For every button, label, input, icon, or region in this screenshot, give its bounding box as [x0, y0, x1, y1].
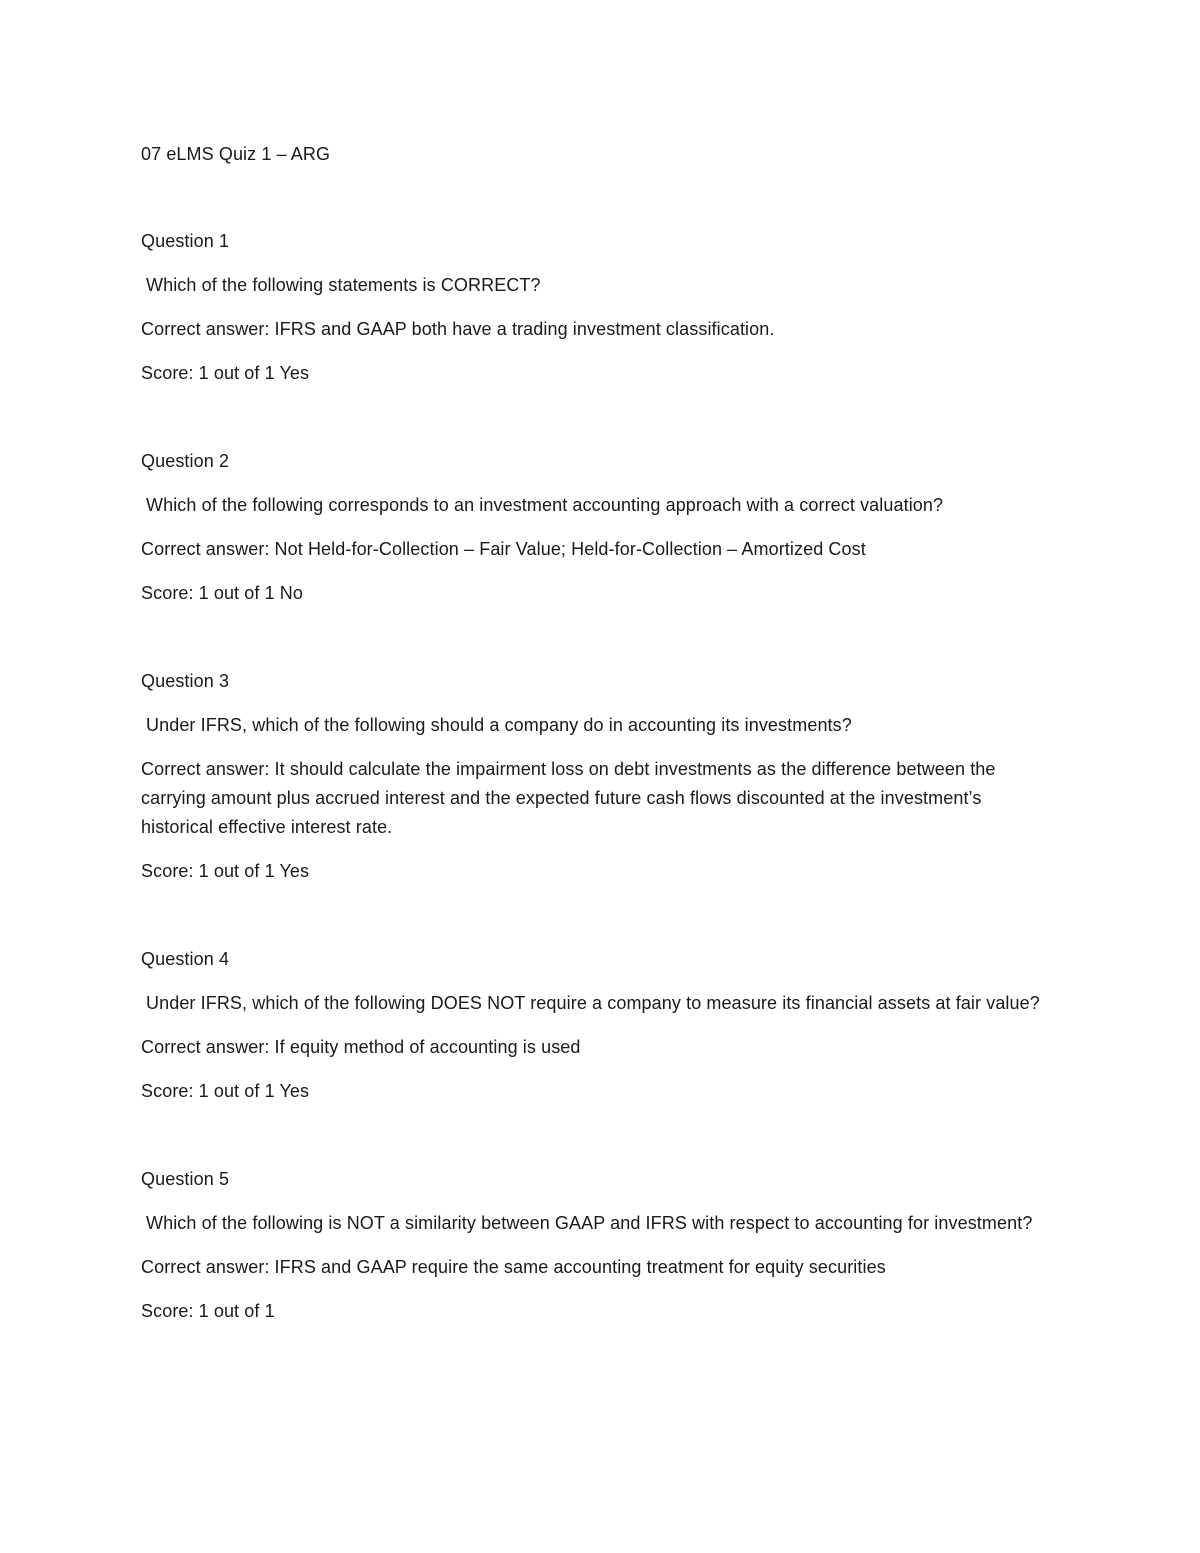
question-heading: Question 2 [141, 451, 230, 471]
correct-answer-value: IFRS and GAAP require the same accounting treatment for equity securities [274, 1257, 886, 1277]
question-text: Under IFRS, which of the following should a company do in accounting its investments? [146, 715, 852, 735]
question-block [141, 1165, 1051, 1326]
question-text: Under IFRS, which of the following DOES NOT require a company to measure its financial assets at fair value? [146, 993, 1040, 1013]
question-block [141, 227, 1051, 388]
question-text: Which of the following is NOT a similarity between GAAP and IFRS with respect to accounting for investment? [146, 1213, 1033, 1233]
question-block [141, 447, 1051, 608]
score-value: 1 out of 1 Yes [198, 363, 310, 383]
question-block [141, 945, 1051, 1106]
score-label: Score: [141, 1081, 194, 1101]
score [141, 857, 1051, 886]
question-heading: Question 4 [141, 949, 230, 969]
correct-answer-label: Correct answer: [141, 1257, 270, 1277]
question-text: Which of the following statements is CORRECT? [146, 275, 541, 295]
question-heading: Question 3 [141, 671, 230, 691]
score [141, 1077, 1051, 1106]
question-block [141, 667, 1051, 886]
correct-answer [141, 1033, 1051, 1062]
score-label: Score: [141, 363, 194, 383]
score-value: 1 out of 1 No [198, 583, 303, 603]
correct-answer-label: Correct answer: [141, 539, 270, 559]
correct-answer [141, 315, 1051, 344]
score-value: 1 out of 1 Yes [198, 861, 310, 881]
score [141, 359, 1051, 388]
correct-answer-label: Correct answer: [141, 319, 270, 339]
question-heading: Question 5 [141, 1169, 230, 1189]
correct-answer [141, 1253, 1051, 1282]
correct-answer [141, 755, 1051, 842]
score-label: Score: [141, 1301, 194, 1321]
score [141, 1297, 1051, 1326]
score-label: Score: [141, 861, 194, 881]
question-text: Which of the following corresponds to an investment accounting approach with a correct valuation? [146, 495, 944, 515]
score-label: Score: [141, 583, 194, 603]
document-content [141, 140, 1051, 1385]
correct-answer-label: Correct answer: [141, 1037, 270, 1057]
score [141, 579, 1051, 608]
score-value: 1 out of 1 [198, 1301, 275, 1321]
correct-answer-label: Correct answer: [141, 759, 270, 779]
document-title: 07 eLMS Quiz 1 – ARG [141, 144, 331, 164]
correct-answer [141, 535, 1051, 564]
correct-answer-value: IFRS and GAAP both have a trading investment classification. [274, 319, 775, 339]
correct-answer-value: Not Held-for-Collection – Fair Value; Held-for-Collection – Amortized Cost [274, 539, 866, 559]
question-heading: Question 1 [141, 231, 230, 251]
correct-answer-value: If equity method of accounting is used [274, 1037, 581, 1057]
correct-answer-value: It should calculate the impairment loss on debt investments as the difference between the carrying amount plus accrued interest and the expected future cash flows discounted at the investment’s historical effective interest rate. [141, 759, 996, 837]
score-value: 1 out of 1 Yes [198, 1081, 310, 1101]
